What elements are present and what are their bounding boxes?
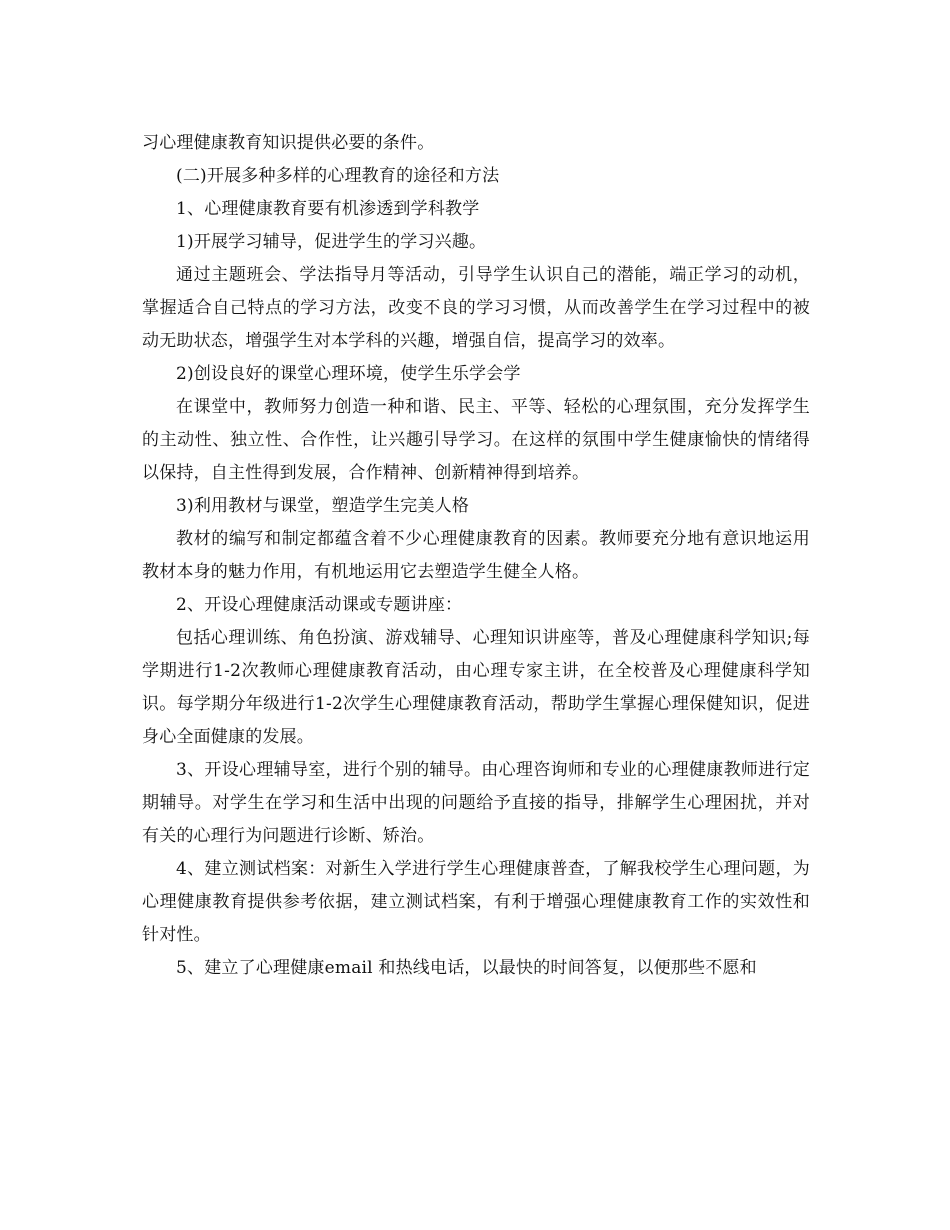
paragraph-continuation: 习心理健康教育知识提供必要的条件。 [142,133,435,153]
item-heading: 2)创设良好的课堂心理环境，使学生乐学会学 [176,364,521,384]
item-heading: 3)利用教材与课堂，塑造学生完美人格 [176,496,470,516]
document-body [142,127,810,985]
section-heading: (二)开展多种多样的心理教育的途径和方法 [176,166,500,186]
subsection-heading: 2、开设心理健康活动课或专题讲座： [176,595,463,615]
paragraph: 教材的编写和制定都蕴含着不少心理健康教育的因素。教师要充分地有意识地运用教材本身的魅力作用，有机地运用它去塑造学生健全人格。 [142,529,810,582]
paragraph: 包括心理训练、角色扮演、游戏辅导、心理知识讲座等，普及心理健康科学知识;每学期进行1-2次教师心理健康教育活动，由心理专家主讲，在全校普及心理健康科学知识。每学期分年级进行1-2次学生心理健康教育活动，帮助学生掌握心理保健知识，促进身心全面健康的发展。 [142,628,810,747]
item-heading: 1)开展学习辅导，促进学生的学习兴趣。 [176,232,487,252]
paragraph: 在课堂中，教师努力创造一种和谐、民主、平等、轻松的心理氛围，充分发挥学生的主动性、独立性、合作性，让兴趣引导学习。在这样的氛围中学生健康愉快的情绪得以保持，自主性得到发展，合作精神、创新精神得到培养。 [142,397,810,483]
paragraph: 5、建立了心理健康email 和热线电话，以最快的时间答复，以便那些不愿和 [176,958,757,978]
paragraph: 4、建立测试档案：对新生入学进行学生心理健康普查，了解我校学生心理问题，为心理健康教育提供参考依据，建立测试档案，有利于增强心理健康教育工作的实效性和针对性。 [142,859,810,945]
subsection-heading: 1、心理健康教育要有机渗透到学科教学 [176,199,480,219]
paragraph: 3、开设心理辅导室，进行个别的辅导。由心理咨询师和专业的心理健康教师进行定期辅导。对学生在学习和生活中出现的问题给予直接的指导，排解学生心理困扰，并对有关的心理行为问题进行诊断、矫治。 [142,760,810,846]
paragraph: 通过主题班会、学法指导月等活动，引导学生认识自己的潜能，端正学习的动机，掌握适合自己特点的学习方法，改变不良的学习习惯，从而改善学生在学习过程中的被动无助状态，增强学生对本学科的兴趣，增强自信，提高学习的效率。 [142,265,810,351]
